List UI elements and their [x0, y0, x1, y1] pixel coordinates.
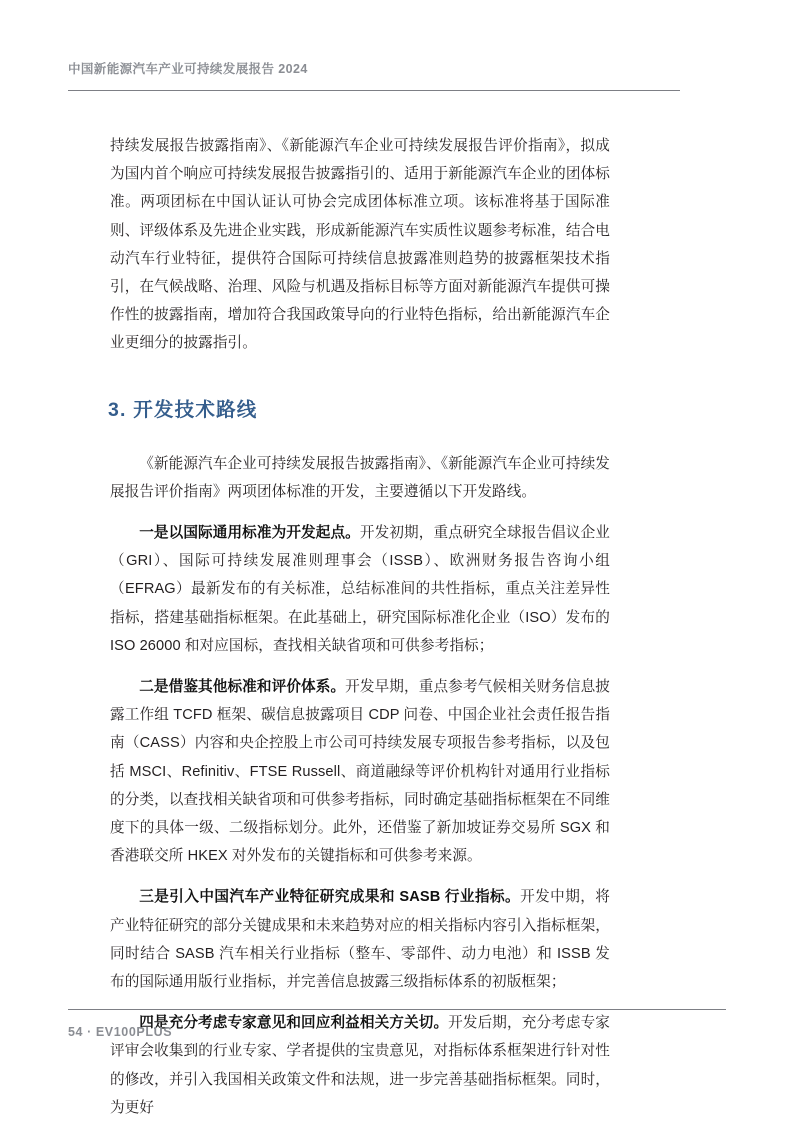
- point-3-body: 开发中期，将产业特征研究的部分关键成果和未来趋势对应的相关指标内容引入指标框架，同时结合 SASB 汽车相关行业指标（整车、零部件、动力电池）和 ISSB 发布的国际通用版行业指标，并完善信息披露三级指标体系的初版框架；: [110, 889, 610, 991]
- point-1-body: 开发初期，重点研究全球报告倡议企业（GRI）、国际可持续发展准则理事会（ISSB）、欧洲财务报告咨询小组（EFRAG）最新发布的有关标准，总结标准间的共性指标，重点关注差异性指标，搭建基础指标框架。在此基础上，研究国际标准化企业（ISO）发布的 ISO 26000 和对应国标，查找相关缺省项和可供参考指标；: [110, 525, 610, 654]
- page-footer: [68, 1009, 726, 1039]
- point-2-lead: 二是借鉴其他标准和评价体系。: [139, 679, 346, 696]
- footer-divider: [68, 1009, 726, 1010]
- running-header-title: 中国新能源汽车产业可持续发展报告 2024: [68, 62, 308, 76]
- point-4-body: 开发后期，充分考虑专家评审会收集到的行业专家、学者提供的宝贵意见，对指标体系框架进行针对性的修改，并引入我国相关政策文件和法规，进一步完善基础指标框架。同时，为更好: [110, 1015, 610, 1116]
- header-divider: [68, 90, 680, 91]
- paragraph-intro: 《新能源汽车企业可持续发展报告披露指南》、《新能源汽车企业可持续发展报告评价指南》两项团体标准的开发，主要遵循以下开发路线。: [110, 455, 610, 500]
- point-1-lead: 一是以国际通用标准为开发起点。: [139, 525, 360, 542]
- paragraph-point-2: [110, 673, 610, 870]
- footer-separator: ·: [87, 1025, 92, 1039]
- footer-brand: EV100PLUS: [95, 1025, 173, 1039]
- point-2-body: 开发早期，重点参考气候相关财务信息披露工作组 TCFD 框架、碳信息披露项目 CDP 问卷、中国企业社会责任报告指南（CASS）内容和央企控股上市公司可持续发展专项报告参考指标，以及包括 MSCI、Refinitiv、FTSE Russell、商道融绿等评价机构针对通用行业指标的分类，以查找相关缺省项和可供参考指标，同时确定基础指标框架在不同维度下的具体一级、二级指标划分。此外，还借鉴了新加坡证券交易所 SGX 和香港联交所 HKEX 对外发布的关键指标和可供参考来源。: [110, 679, 610, 865]
- paragraph-point-1: [110, 519, 610, 660]
- paragraph-continued: 持续发展报告披露指南》、《新能源汽车企业可持续发展报告评价指南》，拟成为国内首个响应可持续发展报告披露指引的、适用于新能源汽车企业的团体标准。两项团标在中国认证认可协会完成团体标准立项。该标准将基于国际准则、评级体系及先进企业实践，形成新能源汽车实质性议题参考标准，结合电动汽车行业特征，提供符合国际可持续信息披露准则趋势的披露框架技术指引，在气候战略、治理、风险与机遇及指标目标等方面对新能源汽车提供可操作性的披露指南，增加符合我国政策导向的行业特色指标，给出新能源汽车企业更细分的披露指引。: [110, 138, 610, 352]
- paragraph-point-3: [110, 883, 610, 996]
- footer-text: [68, 1025, 726, 1039]
- point-3-lead: 三是引入中国汽车产业特征研究成果和 SASB 行业指标。: [139, 889, 521, 906]
- page-number: 54: [68, 1025, 84, 1039]
- section-heading-wrap: [108, 396, 610, 424]
- page-content: [110, 132, 610, 1122]
- point-4-lead: 四是充分考虑专家意见和回应利益相关方关切。: [139, 1015, 449, 1032]
- section-heading: 3. 开发技术路线: [108, 398, 258, 421]
- running-header: [68, 60, 680, 91]
